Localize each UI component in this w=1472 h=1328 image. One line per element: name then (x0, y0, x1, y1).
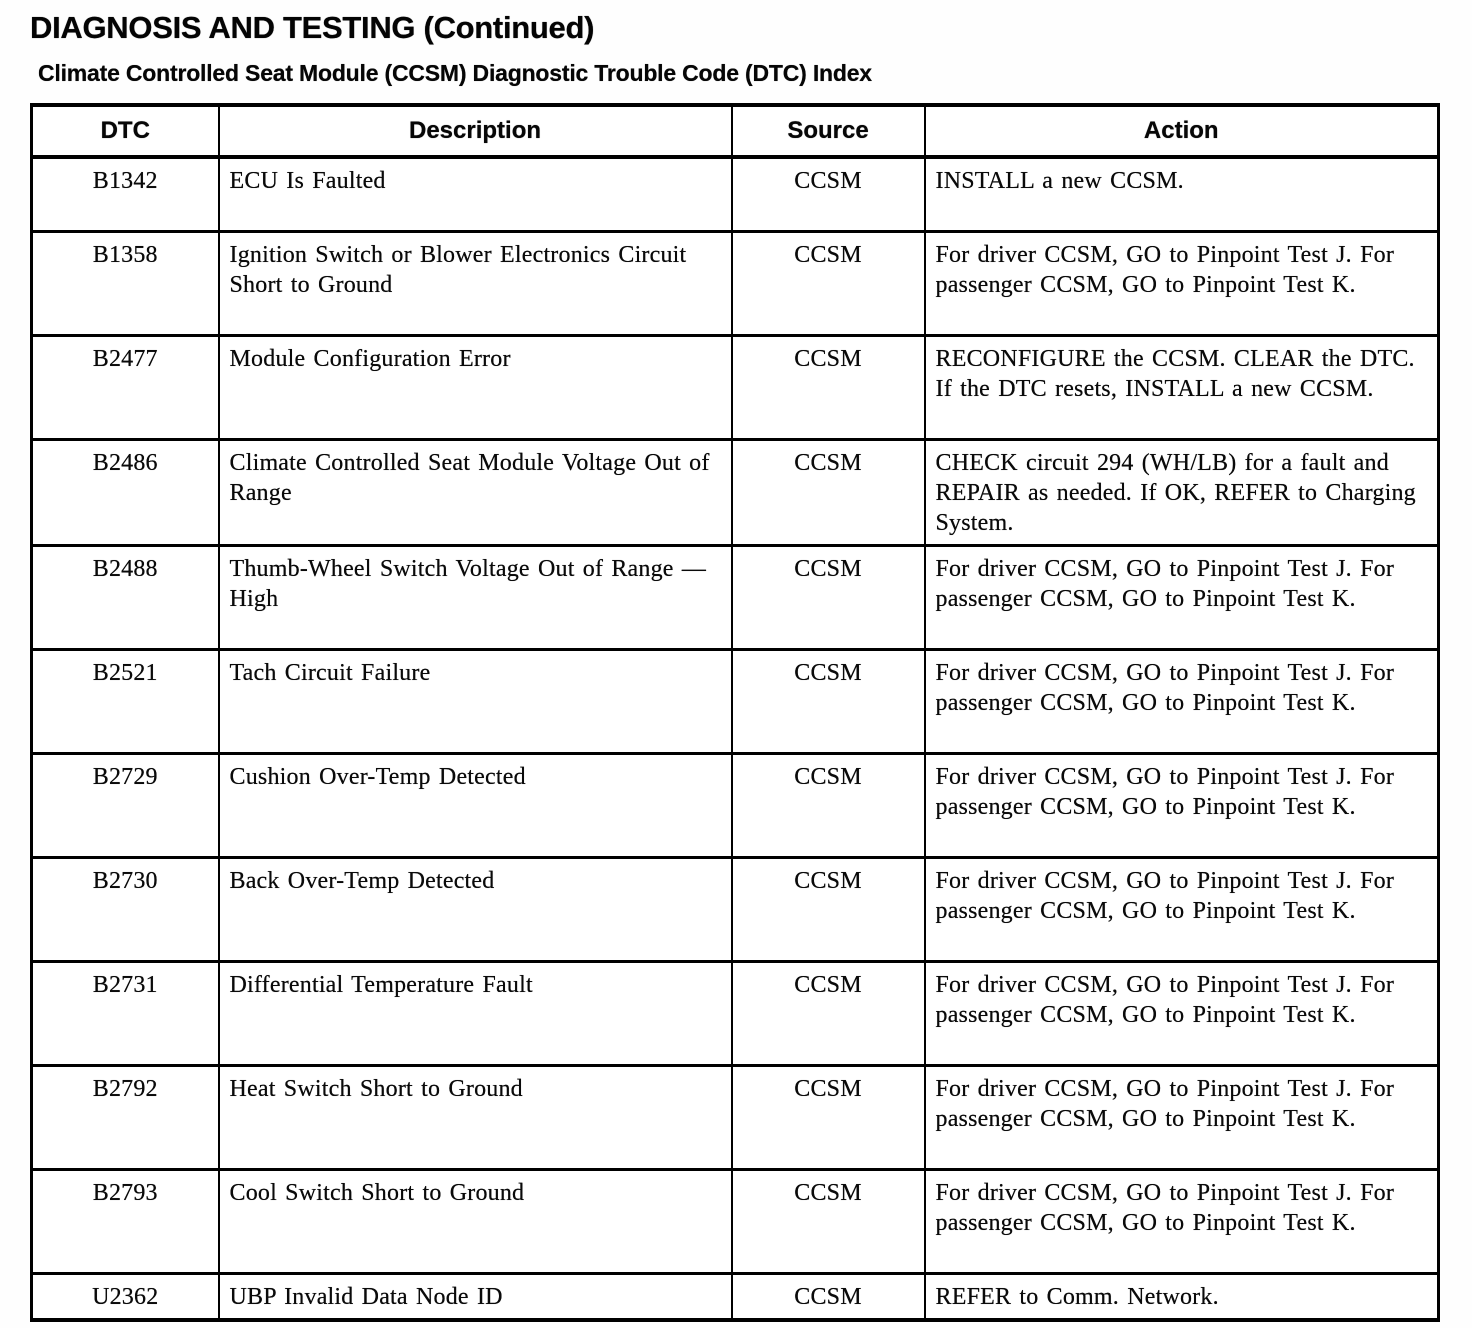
dtc-action: For driver CCSM, GO to Pinpoint Test J. For passenger CCSM, GO to Pinpoint Test K. (925, 753, 1439, 857)
dtc-source: CCSM (732, 231, 925, 335)
dtc-source: CCSM (732, 961, 925, 1065)
dtc-code: B2731 (32, 961, 219, 1065)
col-header-source: Source (732, 105, 925, 157)
table-row (32, 649, 1439, 753)
dtc-code: B2730 (32, 857, 219, 961)
dtc-action: CHECK circuit 294 (WH/LB) for a fault and REPAIR as needed. If OK, REFER to Charging System. (925, 439, 1439, 545)
table-row (32, 545, 1439, 649)
dtc-source: CCSM (732, 335, 925, 439)
dtc-source: CCSM (732, 649, 925, 753)
dtc-description: Ignition Switch or Blower Electronics Circuit Short to Ground (219, 231, 732, 335)
col-header-action: Action (925, 105, 1439, 157)
dtc-code: B1342 (32, 157, 219, 231)
dtc-description: Cool Switch Short to Ground (219, 1169, 732, 1273)
dtc-action: RECONFIGURE the CCSM. CLEAR the DTC. If the DTC resets, INSTALL a new CCSM. (925, 335, 1439, 439)
dtc-description: Module Configuration Error (219, 335, 732, 439)
dtc-description: Cushion Over-Temp Detected (219, 753, 732, 857)
dtc-code: B2729 (32, 753, 219, 857)
dtc-description: ECU Is Faulted (219, 157, 732, 231)
dtc-code: B2488 (32, 545, 219, 649)
table-header (32, 105, 1439, 157)
table-caption: Climate Controlled Seat Module (CCSM) Diagnostic Trouble Code (DTC) Index (38, 60, 872, 86)
table-row (32, 1169, 1439, 1273)
dtc-description: Differential Temperature Fault (219, 961, 732, 1065)
dtc-action: For driver CCSM, GO to Pinpoint Test J. For passenger CCSM, GO to Pinpoint Test K. (925, 857, 1439, 961)
dtc-action: For driver CCSM, GO to Pinpoint Test J. For passenger CCSM, GO to Pinpoint Test K. (925, 231, 1439, 335)
dtc-source: CCSM (732, 1273, 925, 1320)
dtc-description: Thumb-Wheel Switch Voltage Out of Range — High (219, 545, 732, 649)
dtc-source: CCSM (732, 157, 925, 231)
dtc-code: B2477 (32, 335, 219, 439)
dtc-code: B1358 (32, 231, 219, 335)
dtc-action: For driver CCSM, GO to Pinpoint Test J. For passenger CCSM, GO to Pinpoint Test K. (925, 1169, 1439, 1273)
dtc-source: CCSM (732, 1065, 925, 1169)
dtc-description: Heat Switch Short to Ground (219, 1065, 732, 1169)
dtc-code: B2521 (32, 649, 219, 753)
dtc-description: Tach Circuit Failure (219, 649, 732, 753)
dtc-code: B2793 (32, 1169, 219, 1273)
dtc-code: B2486 (32, 439, 219, 545)
dtc-description: Climate Controlled Seat Module Voltage Out of Range (219, 439, 732, 545)
col-header-dtc: DTC (32, 105, 219, 157)
dtc-source: CCSM (732, 545, 925, 649)
dtc-description: UBP Invalid Data Node ID (219, 1273, 732, 1320)
table-row (32, 231, 1439, 335)
table-row (32, 753, 1439, 857)
dtc-action: For driver CCSM, GO to Pinpoint Test J. For passenger CCSM, GO to Pinpoint Test K. (925, 649, 1439, 753)
table-row (32, 857, 1439, 961)
table-row (32, 439, 1439, 545)
dtc-description: Back Over-Temp Detected (219, 857, 732, 961)
dtc-action: REFER to Comm. Network. (925, 1273, 1439, 1320)
col-header-description: Description (219, 105, 732, 157)
dtc-source: CCSM (732, 1169, 925, 1273)
table-row (32, 335, 1439, 439)
page-title: DIAGNOSIS AND TESTING (Continued) (30, 10, 595, 45)
dtc-index-table (30, 103, 1440, 1322)
dtc-action: For driver CCSM, GO to Pinpoint Test J. For passenger CCSM, GO to Pinpoint Test K. (925, 1065, 1439, 1169)
header-row (32, 105, 1439, 157)
dtc-action: For driver CCSM, GO to Pinpoint Test J. For passenger CCSM, GO to Pinpoint Test K. (925, 545, 1439, 649)
dtc-action: INSTALL a new CCSM. (925, 157, 1439, 231)
table-row (32, 961, 1439, 1065)
dtc-source: CCSM (732, 753, 925, 857)
table-row (32, 1273, 1439, 1320)
dtc-source: CCSM (732, 857, 925, 961)
dtc-action: For driver CCSM, GO to Pinpoint Test J. For passenger CCSM, GO to Pinpoint Test K. (925, 961, 1439, 1065)
table-row (32, 1065, 1439, 1169)
dtc-code: U2362 (32, 1273, 219, 1320)
dtc-source: CCSM (732, 439, 925, 545)
table-body (32, 157, 1439, 1320)
dtc-code: B2792 (32, 1065, 219, 1169)
table-row (32, 157, 1439, 231)
